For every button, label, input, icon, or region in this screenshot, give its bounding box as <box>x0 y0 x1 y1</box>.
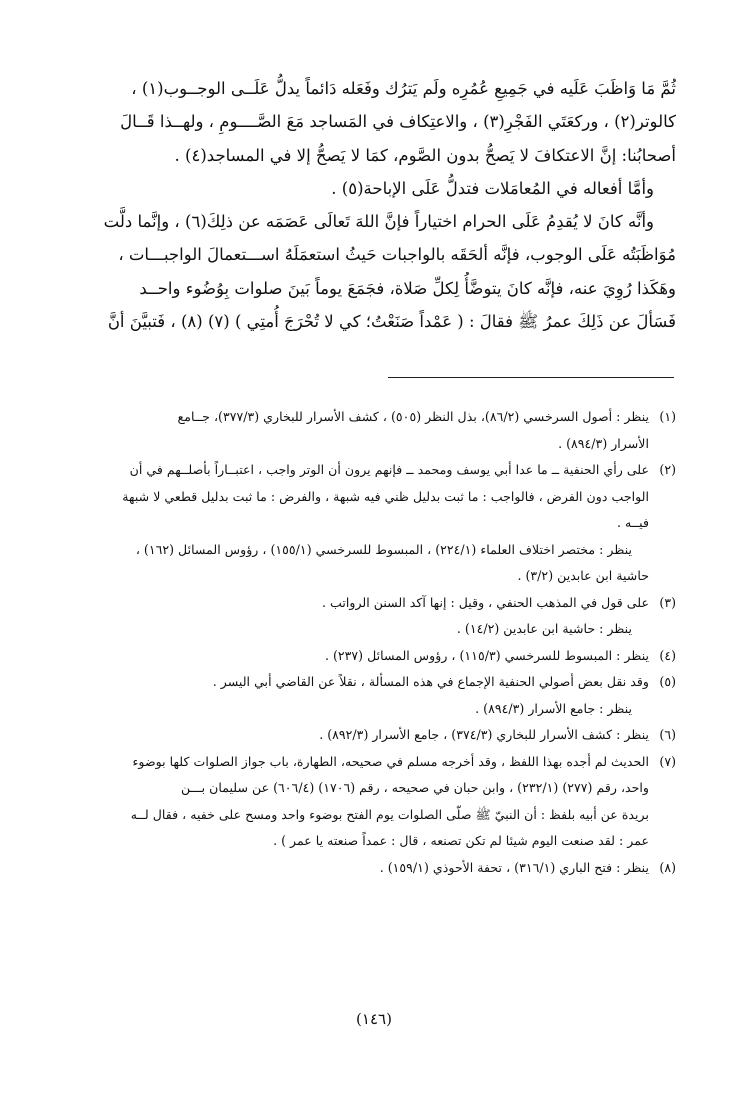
main-text-line: ثُمَّ مَا وَاظَبَ عَلَيه في جَمِيعِ عُمُرِه ولَم يَترُك وفَعَله دَائماً يدلُّ عَلَــى الوجــوب(١) ، <box>131 79 676 98</box>
footnote <box>72 722 676 749</box>
footnote-line: واحد، رقم (٢٧٧) (٢٣٢/١) ، وابن حبان في صحيحه ، رقم (١٧٠٦) (٦٠٦/٤) عن سليمان بـــن <box>180 780 649 795</box>
page-number: (١٤٦) <box>356 1010 392 1028</box>
footnote-line: عمر : لقد صنعت اليوم شيئا لم تكن تصنعه ، قال : عمداً صنعته يا عمر ) . <box>273 833 649 848</box>
footnote-line: وقد نقل بعض أصولي الحنفية الإجماع في هذه المسألة ، نقلاً عن القاضي أبي اليسر . <box>212 674 649 689</box>
footnote <box>72 590 676 643</box>
footnote <box>72 749 676 855</box>
footnote <box>72 457 676 590</box>
footnote-number: (٥) <box>659 674 676 689</box>
footnote-number: (٢) <box>659 462 676 477</box>
footnote-reference: ينظر : جامع الأسرار (٨٩٤/٣) . <box>475 700 632 716</box>
footnotes <box>72 404 676 881</box>
footnote-line: بريدة عن أبيه بلفظ : أن النبيّ ﷺ صلّى الصلوات يوم الفتح بوضوء واحد ومسح على خفيه ، فقال لــه <box>130 806 649 822</box>
footnote-number: (٦) <box>659 727 676 742</box>
footnote-number: (٤) <box>659 647 676 663</box>
footnote-number: (١) <box>659 409 676 424</box>
footnote <box>72 404 676 457</box>
footnote <box>72 669 676 722</box>
footnote-reference: حاشية ابن عابدين (٣/٢) . <box>517 568 649 583</box>
footnote-line: فيــه . <box>617 515 649 530</box>
main-text-line: وأنَّه كانَ لا يُقدِمُ عَلَى الحرام اختياراً فإنَّ اللهَ تَعالَى عَصَمَه عن ذلِكَ(٦) ، وإنَّما دلَّت <box>103 212 654 232</box>
main-text-line: وهَكَذا رُوِيَ عنه، فإنَّه كانَ يتوضَّأُ لِكلِّ صَلاة، فجَمَعَ يوماً بَينَ صلوات بِوُضُوء واحــد <box>139 278 676 298</box>
main-text-line: كالوتر(٢) ، وركعَتَي الفَجْرِ(٣) ، والاعتِكاف في المَساجد مَعَ الصَّــــومِ ، ولهــذا قَــالَ <box>120 112 676 132</box>
footnote-reference: ينظر : حاشية ابن عابدين (١٤/٢) . <box>456 621 632 636</box>
footnote-line: ينظر : كشف الأسرار للبخاري (٣٧٤/٣) ، جامع الأسرار (٨٩٢/٣) . <box>319 727 649 742</box>
footnote-number: (٧) <box>659 753 676 769</box>
main-text-line: وأمَّا أفعاله في المُعامَلات فتدلُّ عَلَى الإباحة(٥) . <box>331 178 654 198</box>
footnote-line: ينظر : المبسوط للسرخسي (١١٥/٣) ، رؤوس المسائل (٢٣٧) . <box>324 647 649 663</box>
footnote <box>72 855 676 882</box>
main-text-line: أصحابُنا: إنَّ الاعتكافَ لا يَصحُّ بدون الصَّوم، كمَا لا يَصحُّ إلا في المساجد(٤) . <box>174 145 676 165</box>
footnote-line: على رأي الحنفية ــ ما عدا أبي يوسف ومحمد ــ فإنهم يرون أن الوتر واجب ، اعتبــاراً بأصلــهم في أن <box>129 462 649 477</box>
footnote <box>72 643 676 670</box>
footnote-line: على قول في المذهب الحنفي ، وقيل : إنها آكد السنن الرواتب . <box>322 594 649 610</box>
footnote-line: الحديث لم أجده بهذا اللفظ ، وقد أخرجه مسلم في صحيحه، الطهارة، باب جواز الصلوات كلها بوضوء <box>132 753 649 769</box>
footnote-reference: ينظر : مختصر اختلاف العلماء (٢٢٤/١) ، المبسوط للسرخسي (١٥٥/١) ، رؤوس المسائل (١٦٢) ، <box>135 541 632 557</box>
footnote-line: ينظر : فتح الباري (٣١٦/١) ، تحفة الأحوذي (١٥٩/١) . <box>379 859 649 875</box>
footnote-line: الأسرار (٨٩٤/٣) . <box>558 435 649 451</box>
main-text-line: مُوَاظَبَتُه عَلَى الوجوب، فإنَّه ألحَقَه بالواجبات حَيثُ استعمَلَهُ اســـتعمالَ الواجبـــات ، <box>118 245 676 265</box>
footnote-line: الواجب دون الفرض ، فالواجب : ما ثبت بدليل ظني فيه شبهة ، والفرض : ما ثبت بدليل قطعي لا شبهة <box>122 488 649 504</box>
footnote-line: ينظر : أصول السرخسي (٨٦/٢)، بذل النظر (٥٠٥) ، كشف الأسرار للبخاري (٣٧٧/٣)، جــامع <box>177 409 649 424</box>
footnote-number: (٨) <box>659 859 676 875</box>
footnote-number: (٣) <box>659 594 676 610</box>
main-text-line: فَسَألَ عن ذَلِكَ عمرُ ﷺ فقالَ : ( عَمْداً صَنَعْتُ؛ كي لا تُحْرَجَ أُمتِي ) (٧) (٨) ، فَتبيَّنَ أنَّ <box>107 312 676 332</box>
main-text <box>72 72 676 338</box>
footnote-separator <box>388 377 674 378</box>
